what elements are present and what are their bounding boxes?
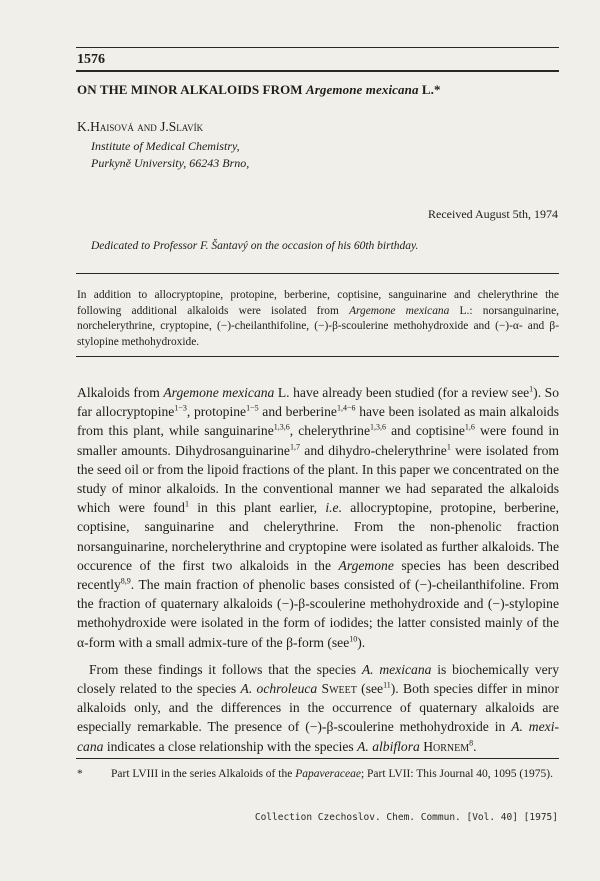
paragraph-2: From these findings it follows that the species A. mexicana is biochemically very closely related to the species A. ochroleuca Sweet (see$^{11}$). Both species differ in minor alkaloids only, and the differences in the occurrence of quaternary alkaloids are especially remarkable. The presence of (−)-β-scoulerine methohydroxide in A. mexi-cana indicates a close relationship with the species A. albiflora Hornem$^8$. <box>77 661 560 754</box>
affiliation-line-1: Institute of Medical Chemistry, <box>91 139 240 153</box>
footnote: * Part LVIII in the series Alkaloids of the Papaveraceae; Part LVII: This Journal 40, 1095 (1975). <box>77 767 559 783</box>
affiliation-line-2: Purkyně University, 66243 Brno, <box>91 156 250 170</box>
article-title <box>77 82 441 98</box>
title-species: Argemone mexicana <box>306 82 419 97</box>
footnote-marker: * <box>77 768 83 780</box>
footnote-rule <box>76 758 559 759</box>
title-prefix: ON THE MINOR ALKALOIDS FROM <box>77 82 306 97</box>
authors: K.Haisová and J.Slavík <box>77 119 204 134</box>
paragraph-1: Alkaloids from Argemone mexicana L. have already been studied (for a review see$^1$). So far allocryptopine$^{1-3}$, protopine$^{1-5}$ and berberine$^{1,4-6}$ have been isolated as main alkaloids from this plant, while sanguinarine$^{1,3,6}$, chelerythrine$^{1,3,6}$ and coptisine$^{1,6}$ were found in smaller amounts. Dihydrosanguinarine$^{1,7}$ and dihydro-chelerythrine$^1$ were isolated from the seed oil or from the lipoid fractions of the plant. In this paper we concentrated on the study of minor alkaloids. In the conventional manner we had separated the alkaloids which were found$^1$ in this plant earlier, i.e. allocryptopine, protopine, berberine, coptisine, sanguinarine and chelerythrine. From the non-phenolic fraction norsanguinarine, norchelerythrine and cryptopine were isolated as further alkaloids. The occurence of the first two alkaloids in the Argemone species has been described recently$^{8,9}$. The main fraction of phenolic bases consisted of (−)-cheilanthifoline. From the fraction of quaternary alkaloids (−)-β-scoulerine methohydroxide and (−)-stylopine methohydroxide were isolated in the form of iodides; the latter consisted mainly of the α-form with a small admix-ture of the β-form (see$^{10}$). <box>77 384 559 650</box>
main-text <box>77 383 559 756</box>
page-number: 1576 <box>77 52 105 67</box>
abstract-bottom-rule <box>76 356 559 357</box>
top-rule <box>76 47 559 48</box>
abstract-top-rule <box>76 273 559 274</box>
abstract: In addition to allocryptopine, protopine, berberine, coptisine, sanguinarine and chelerythrine the following additional alkaloids were isolated from Argemone mexicana L.: norsanguinarine, norchelerythrine, cryptopine, (−)-cheilanthifoline, (−)-β-scoulerine methohydroxide and (−)-α- and β-stylopine methohydroxide. <box>77 289 559 348</box>
received-date: Received August 5th, 1974 <box>428 207 558 221</box>
header-rule <box>76 70 559 72</box>
title-suffix: L.* <box>418 82 441 97</box>
journal-citation: Collection Czechoslov. Chem. Commun. [Vol. 40] [1975] <box>254 812 558 823</box>
dedication: Dedicated to Professor F. Šantavý on the occasion of his 60th birthday. <box>91 240 419 252</box>
